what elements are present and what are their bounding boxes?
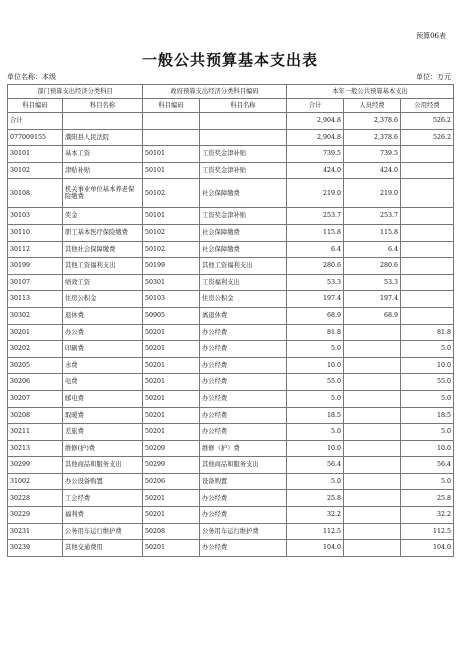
- table-row: [8, 224, 454, 241]
- table-cell: 280.6: [287, 258, 344, 275]
- table-row: [8, 457, 454, 474]
- table-cell: 50299: [143, 457, 200, 474]
- table-cell: [344, 523, 401, 540]
- table-cell: 工资奖金津补贴: [200, 162, 287, 179]
- table-cell: [401, 146, 454, 163]
- table-cell: 5.0: [287, 390, 344, 407]
- currency-unit-label: 单位：万元: [416, 73, 451, 81]
- table-cell: 取暖费: [63, 407, 143, 424]
- table-row: [8, 490, 454, 507]
- table-cell: 工会经费: [63, 490, 143, 507]
- table-cell: 其他社会保障缴费: [63, 241, 143, 258]
- page-title: 一般公共预算基本支出表: [141, 51, 318, 69]
- table-cell: [401, 208, 454, 225]
- table-cell: 50201: [143, 390, 200, 407]
- column-header: 科目名称: [63, 99, 143, 113]
- table-cell: 30112: [8, 241, 63, 258]
- table-cell: 30207: [8, 390, 63, 407]
- table-cell: 50201: [143, 374, 200, 391]
- table-cell: 其他商品和服务支出: [200, 457, 287, 474]
- table-cell: 基本工资: [63, 146, 143, 163]
- table-cell: 其他工资福利支出: [63, 258, 143, 275]
- table-cell: 30299: [8, 457, 63, 474]
- table-cell: [344, 357, 401, 374]
- table-cell: 社会保障缴费: [200, 241, 287, 258]
- table-row: [8, 407, 454, 424]
- table-row: [8, 540, 454, 557]
- table-cell: 112.5: [287, 523, 344, 540]
- table-cell: 30199: [8, 258, 63, 275]
- table-cell: 30101: [8, 146, 63, 163]
- table-cell: 2,904.8: [287, 129, 344, 146]
- table-cell: 424.0: [344, 162, 401, 179]
- table-cell: [63, 113, 143, 130]
- table-cell: 5.0: [287, 424, 344, 441]
- table-row: [8, 357, 454, 374]
- table-cell: 社会保障缴费: [200, 179, 287, 208]
- table-cell: [344, 540, 401, 557]
- table-cell: 公务用车运行维护费: [200, 523, 287, 540]
- table-cell: 50101: [143, 162, 200, 179]
- table-cell: 30110: [8, 224, 63, 241]
- table-cell: 办公经费: [200, 374, 287, 391]
- table-cell: 公务用车运行维护费: [63, 523, 143, 540]
- table-cell: 104.0: [401, 540, 454, 557]
- table-cell: 30108: [8, 179, 63, 208]
- table-cell: 526.2: [401, 129, 454, 146]
- table-cell: 办公经费: [200, 424, 287, 441]
- table-row: [8, 162, 454, 179]
- table-cell: [401, 179, 454, 208]
- table-cell: 50206: [143, 473, 200, 490]
- table-cell: 739.5: [287, 146, 344, 163]
- table-cell: 办公经费: [200, 540, 287, 557]
- table-cell: 差旅费: [63, 424, 143, 441]
- table-cell: 5.0: [287, 473, 344, 490]
- table-cell: 18.5: [401, 407, 454, 424]
- table-cell: 25.8: [287, 490, 344, 507]
- table-cell: [401, 258, 454, 275]
- table-cell: [401, 291, 454, 308]
- table-cell: 机关事业单位基本养老保险缴费: [63, 179, 143, 208]
- table-cell: [401, 224, 454, 241]
- table-cell: 2,904.8: [287, 113, 344, 130]
- table-cell: [401, 241, 454, 258]
- table-cell: 社会保障缴费: [200, 224, 287, 241]
- table-cell: [344, 457, 401, 474]
- table-cell: 工资福利支出: [200, 274, 287, 291]
- table-cell: 30302: [8, 307, 63, 324]
- table-cell: 115.8: [344, 224, 401, 241]
- table-cell: [200, 113, 287, 130]
- group-header: 本年一般公共预算基本支出: [287, 85, 454, 99]
- table-cell: 56.4: [287, 457, 344, 474]
- group-header: 政府预算支出经济分类科目编码: [143, 85, 287, 99]
- table-cell: 职工基本医疗保险缴费: [63, 224, 143, 241]
- table-cell: 55.0: [401, 374, 454, 391]
- table-row: [8, 129, 454, 146]
- table-row: [8, 208, 454, 225]
- table-cell: 30213: [8, 440, 63, 457]
- table-cell: [344, 440, 401, 457]
- table-row: [8, 146, 454, 163]
- table-cell: 2,378.6: [344, 113, 401, 130]
- table-cell: 30239: [8, 540, 63, 557]
- table-cell: 53.3: [287, 274, 344, 291]
- table-row: [8, 258, 454, 275]
- table-row: [8, 179, 454, 208]
- table-cell: 280.6: [344, 258, 401, 275]
- table-cell: 30211: [8, 424, 63, 441]
- group-header-row: [8, 85, 454, 99]
- table-cell: 办公设备购置: [63, 473, 143, 490]
- table-cell: 30206: [8, 374, 63, 391]
- table-row: [8, 523, 454, 540]
- table-cell: 18.5: [287, 407, 344, 424]
- table-row: [8, 374, 454, 391]
- table-cell: 32.2: [401, 507, 454, 524]
- column-header: 科目编码: [8, 99, 63, 113]
- table-cell: 维修（护）费: [200, 440, 287, 457]
- table-cell: 水费: [63, 357, 143, 374]
- table-cell: 219.0: [344, 179, 401, 208]
- table-cell: 50199: [143, 258, 200, 275]
- table-cell: 253.7: [344, 208, 401, 225]
- table-cell: 住房公积金: [63, 291, 143, 308]
- table-cell: 办公经费: [200, 490, 287, 507]
- table-cell: 住房公积金: [200, 291, 287, 308]
- table-cell: [344, 341, 401, 358]
- table-cell: 50201: [143, 324, 200, 341]
- table-cell: 50201: [143, 407, 200, 424]
- table-cell: 其他工资福利支出: [200, 258, 287, 275]
- table-row: [8, 507, 454, 524]
- table-cell: 2,378.6: [344, 129, 401, 146]
- table-cell: 10.0: [401, 440, 454, 457]
- table-cell: 81.8: [287, 324, 344, 341]
- table-cell: 50103: [143, 291, 200, 308]
- table-cell: 30202: [8, 341, 63, 358]
- table-cell: 81.8: [401, 324, 454, 341]
- table-cell: 253.7: [287, 208, 344, 225]
- table-cell: 30231: [8, 523, 63, 540]
- column-header: 公用经费: [401, 99, 454, 113]
- table-cell: 福利费: [63, 507, 143, 524]
- table-cell: 设备购置: [200, 473, 287, 490]
- table-cell: 56.4: [401, 457, 454, 474]
- group-header: 部门预算支出经济分类科目: [8, 85, 143, 99]
- table-cell: 30229: [8, 507, 63, 524]
- column-header: 人员经费: [344, 99, 401, 113]
- table-cell: 50209: [143, 440, 200, 457]
- table-cell: 办公经费: [200, 507, 287, 524]
- table-cell: 197.4: [344, 291, 401, 308]
- table-cell: 办公费: [63, 324, 143, 341]
- table-cell: 30228: [8, 490, 63, 507]
- table-cell: [344, 390, 401, 407]
- table-cell: 10.0: [287, 357, 344, 374]
- table-cell: 5.0: [401, 424, 454, 441]
- table-cell: 50201: [143, 540, 200, 557]
- table-cell: [401, 307, 454, 324]
- column-header: 合计: [287, 99, 344, 113]
- table-cell: 219.0: [287, 179, 344, 208]
- table-cell: 办公经费: [200, 357, 287, 374]
- table-cell: 绩效工资: [63, 274, 143, 291]
- table-row: [8, 390, 454, 407]
- table-cell: 工资奖金津补贴: [200, 208, 287, 225]
- table-cell: 50208: [143, 523, 200, 540]
- table-cell: 办公经费: [200, 341, 287, 358]
- table-cell: 30103: [8, 208, 63, 225]
- table-cell: 津贴补贴: [63, 162, 143, 179]
- table-cell: 104.0: [287, 540, 344, 557]
- table-cell: 50905: [143, 307, 200, 324]
- table-cell: 112.5: [401, 523, 454, 540]
- table-cell: 离退休费: [200, 307, 287, 324]
- table-cell: 50201: [143, 507, 200, 524]
- table-cell: 退休费: [63, 307, 143, 324]
- table-code: 预算06表: [416, 32, 446, 40]
- table-cell: [344, 507, 401, 524]
- table-cell: 5.0: [401, 341, 454, 358]
- table-cell: 10.0: [287, 440, 344, 457]
- table-cell: [344, 473, 401, 490]
- table-cell: 办公经费: [200, 407, 287, 424]
- table-cell: [344, 490, 401, 507]
- table-cell: 115.8: [287, 224, 344, 241]
- table-cell: 10.0: [401, 357, 454, 374]
- column-header: 科目编码: [143, 99, 200, 113]
- table-cell: 197.4: [287, 291, 344, 308]
- unit-name-label: 单位名称：本级: [7, 73, 56, 81]
- table-cell: 电费: [63, 374, 143, 391]
- table-cell: 50201: [143, 490, 200, 507]
- table-cell: 5.0: [401, 473, 454, 490]
- column-header-row: [8, 99, 454, 113]
- table-cell: 30205: [8, 357, 63, 374]
- table-row: [8, 473, 454, 490]
- table-cell: 68.9: [287, 307, 344, 324]
- table-cell: 印刷费: [63, 341, 143, 358]
- table-cell: 68.9: [344, 307, 401, 324]
- table-cell: 077009155: [8, 129, 63, 146]
- table-cell: 53.3: [344, 274, 401, 291]
- table-cell: 424.0: [287, 162, 344, 179]
- table-cell: 办公经费: [200, 324, 287, 341]
- table-cell: [401, 162, 454, 179]
- table-cell: [344, 374, 401, 391]
- table-cell: 50201: [143, 357, 200, 374]
- table-cell: 工资奖金津补贴: [200, 146, 287, 163]
- table-cell: 邮电费: [63, 390, 143, 407]
- table-cell: 30113: [8, 291, 63, 308]
- table-cell: [344, 424, 401, 441]
- table-cell: 25.8: [401, 490, 454, 507]
- table-cell: 维修(护)费: [63, 440, 143, 457]
- table-cell: 办公经费: [200, 390, 287, 407]
- table-cell: 50301: [143, 274, 200, 291]
- table-cell: 50102: [143, 179, 200, 208]
- table-cell: 其他商品和服务支出: [63, 457, 143, 474]
- table-cell: [344, 407, 401, 424]
- table-cell: 5.0: [287, 341, 344, 358]
- table-cell: 奖金: [63, 208, 143, 225]
- table-cell: 50201: [143, 341, 200, 358]
- table-cell: 50102: [143, 224, 200, 241]
- table-row: [8, 440, 454, 457]
- table-cell: [401, 274, 454, 291]
- column-header: 科目名称: [200, 99, 287, 113]
- table-row: [8, 291, 454, 308]
- table-cell: 濮阳县人民法院: [63, 129, 143, 146]
- table-row: [8, 324, 454, 341]
- table-cell: 31002: [8, 473, 63, 490]
- table-cell: 739.5: [344, 146, 401, 163]
- table-cell: 5.0: [401, 390, 454, 407]
- table-cell: [344, 324, 401, 341]
- table-cell: 526.2: [401, 113, 454, 130]
- table-row: [8, 307, 454, 324]
- table-row: [8, 424, 454, 441]
- table-cell: 30107: [8, 274, 63, 291]
- table-row: [8, 274, 454, 291]
- table-cell: 6.4: [344, 241, 401, 258]
- budget-table: [7, 84, 454, 557]
- table-cell: [200, 129, 287, 146]
- table-row: [8, 113, 454, 130]
- table-row: [8, 341, 454, 358]
- table-cell: 合计: [8, 113, 63, 130]
- table-cell: 30201: [8, 324, 63, 341]
- table-cell: [143, 113, 200, 130]
- table-cell: 30208: [8, 407, 63, 424]
- table-cell: [143, 129, 200, 146]
- table-cell: 6.4: [287, 241, 344, 258]
- table-cell: 50101: [143, 208, 200, 225]
- table-row: [8, 241, 454, 258]
- table-cell: 50102: [143, 241, 200, 258]
- table-cell: 55.0: [287, 374, 344, 391]
- table-cell: 50201: [143, 424, 200, 441]
- table-cell: 50101: [143, 146, 200, 163]
- table-cell: 其他交通费用: [63, 540, 143, 557]
- table-cell: 32.2: [287, 507, 344, 524]
- table-cell: 30102: [8, 162, 63, 179]
